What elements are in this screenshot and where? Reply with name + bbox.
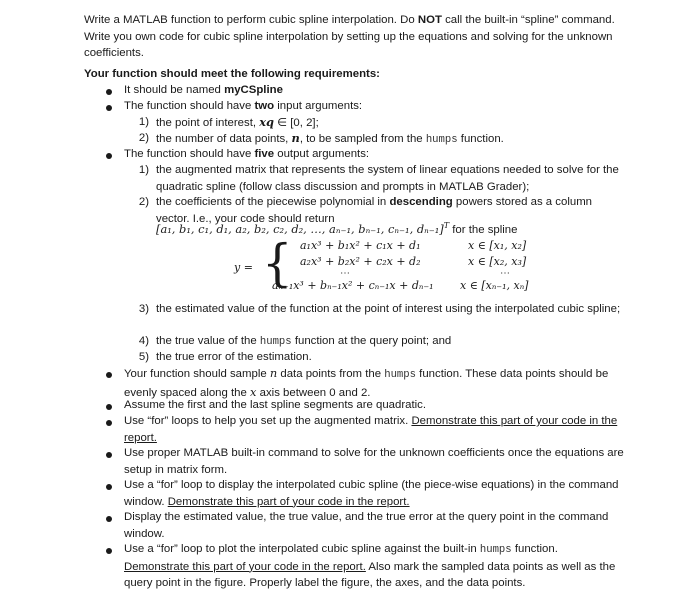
variable: n: [269, 366, 278, 380]
function-name: myCSpline: [224, 84, 283, 96]
intro-paragraph: [84, 12, 644, 62]
item-number: 2): [138, 132, 149, 144]
intro-text-1: Write a MATLAB function to perform cubic spline interpolation. Do: [84, 14, 418, 26]
bullet-icon: [106, 153, 112, 159]
bullet-icon: [106, 516, 112, 522]
emphasis: descending: [389, 196, 453, 208]
ellipsis-icon: ⋯: [500, 268, 511, 279]
variable: x: [250, 384, 257, 399]
item-text: function at the query point; and: [291, 335, 452, 347]
variable: n: [291, 131, 300, 145]
item-text: the point of interest,: [156, 117, 260, 129]
req-text: Use a “for” loop to plot the interpolated cubic spline against the built-in: [124, 543, 480, 555]
report-note: Demonstrate this part of your code in the report.: [167, 495, 410, 508]
req-text: The function should have: [124, 148, 255, 160]
function-code: humps: [259, 336, 292, 348]
requirement-for-loops: [124, 413, 624, 446]
item-text: , to be sampled from the: [299, 133, 426, 145]
item-text: the number of data points,: [156, 133, 292, 145]
req-text: Also mark the sampled data points as well as the query point in the figure. Properly label the figure, the axes, and the data points.: [124, 560, 616, 590]
vector-text: [a₁, b₁, c₁, d₁, a₂, b₂, c₂, d₂, …, aₙ₋₁, bₙ₋₁, cₙ₋₁, dₙ₋₁]: [156, 222, 444, 236]
item-text: the true value of the: [156, 335, 260, 347]
requirement-plot: [124, 541, 624, 592]
req-text: output arguments:: [274, 148, 370, 160]
requirement-sampling: [124, 365, 624, 401]
req-text: Use a “for” loop to display the interpolated cubic spline (the piece-wise equations) in the command window.: [124, 479, 619, 508]
requirement-display-spline: [124, 477, 624, 510]
spline-equation-1: a₁x³ + b₁x² + c₁x + d₁: [300, 239, 421, 252]
requirement-name: [124, 82, 624, 99]
req-text: Your function should sample: [124, 368, 270, 380]
output-arg-4: [156, 333, 624, 351]
intro-text-2: call the built-in “spline” command. Write you own code for cubic spline interpolation by setting up the equations and solving for the unknown coefficients.: [84, 14, 615, 60]
requirement-solve: Use proper MATLAB built-in command to solve for the unknown coefficients once the equations are setup in matrix form.: [124, 447, 624, 476]
requirements-heading: Your function should meet the following requirements:: [84, 68, 380, 80]
output-arg-3: the estimated value of the function at the point of interest using the interpolated cubic spline;: [156, 303, 621, 315]
req-text: axis between 0 and 2.: [256, 386, 371, 399]
bullet-icon: [106, 548, 112, 554]
emphasis: five: [254, 148, 275, 160]
requirement-inputs: [124, 98, 624, 115]
req-text: Use “for” loops to help you set up the augmented matrix.: [124, 415, 412, 427]
ellipsis-icon: ⋯: [340, 268, 351, 279]
req-text: input arguments:: [274, 100, 363, 112]
item-text: ∈ [0, 2];: [273, 117, 319, 129]
bullet-icon: [106, 420, 112, 426]
spline-domain-1: x ∈ [x₁, x₂]: [468, 239, 527, 252]
variable: xq: [259, 115, 274, 129]
spline-equation-2: a₂x³ + b₂x² + c₂x + d₂: [300, 255, 421, 268]
spline-domain-2: x ∈ [x₂, x₃]: [468, 255, 527, 268]
bullet-icon: [106, 404, 112, 410]
function-code: humps: [384, 369, 417, 381]
item-number: 1): [138, 116, 149, 128]
function-code: humps: [425, 134, 458, 146]
req-text: function. These data points should be evenly spaced along the: [124, 368, 609, 399]
bullet-icon: [106, 89, 112, 95]
function-code: humps: [479, 544, 512, 556]
coefficient-vector: [156, 221, 517, 239]
transpose-symbol: T: [443, 221, 450, 231]
requirement-quadratic-ends: Assume the first and the last spline segments are quadratic.: [124, 399, 427, 411]
spline-equation-n: aₙ₋₁x³ + bₙ₋₁x² + cₙ₋₁x + dₙ₋₁: [272, 279, 434, 292]
item-text: powers stored as a column vector. I.e., your code should return: [156, 196, 593, 225]
output-arg-5: the true error of the estimation.: [156, 351, 312, 363]
req-text: data points from the: [277, 368, 385, 380]
item-number: 2): [138, 196, 149, 208]
equation-lhs: y =: [234, 261, 253, 274]
vector-caption: for the spline: [449, 224, 518, 236]
req-text: The function should have: [124, 100, 255, 112]
item-number: 1): [138, 164, 149, 176]
emphasis: two: [254, 100, 275, 112]
item-number: 4): [138, 335, 149, 347]
item-number: 5): [138, 351, 149, 363]
bullet-icon: [106, 452, 112, 458]
requirement-display-values: Display the estimated value, the true value, and the true error at the query point in the command window.: [124, 511, 609, 540]
spline-domain-n: x ∈ [xₙ₋₁, xₙ]: [460, 279, 529, 292]
item-number: 3): [138, 303, 149, 315]
report-note: Demonstrate this part of your code in the report.: [124, 415, 618, 444]
req-text: It should be named: [124, 84, 225, 96]
requirement-outputs: [124, 146, 624, 163]
req-text: function.: [511, 543, 558, 555]
report-note: Demonstrate this part of your code in the report.: [124, 560, 366, 573]
intro-not-emphasis: NOT: [417, 14, 442, 26]
bullet-icon: [106, 484, 112, 490]
bullet-icon: [106, 105, 112, 111]
item-text: function.: [457, 133, 504, 145]
bullet-icon: [106, 372, 112, 378]
item-text: the coefficients of the piecewise polynomial in: [156, 196, 390, 208]
input-arg-1: [156, 114, 624, 132]
left-brace-icon: {: [262, 233, 293, 293]
output-arg-1: the augmented matrix that represents the system of linear equations needed to solve for the quadratic spline (follow class discussion and prompts in MATLAB Grader);: [156, 164, 619, 193]
